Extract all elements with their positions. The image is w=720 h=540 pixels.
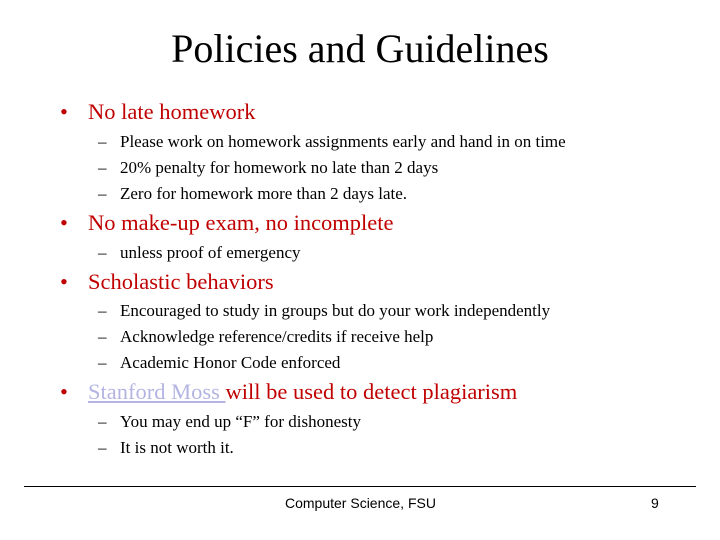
sub-text: unless proof of emergency [120, 243, 301, 262]
dash-icon: – [98, 158, 107, 177]
sub-item [98, 300, 551, 322]
dash-icon: – [98, 353, 107, 372]
bullet-text: Scholastic behaviors [88, 269, 274, 294]
sub-item [98, 411, 361, 433]
bullet-icon: • [60, 379, 68, 404]
sub-text: You may end up “F” for dishonesty [120, 412, 361, 431]
page-number: 9 [651, 495, 659, 511]
bullet-text: No make-up exam, no incomplete [88, 210, 394, 235]
dash-icon: – [98, 438, 107, 457]
sub-item [98, 326, 434, 348]
sub-item [98, 242, 301, 264]
bullet-item [60, 379, 518, 405]
dash-icon: – [98, 132, 107, 151]
bullet-icon: • [60, 269, 68, 294]
bullet-text: will be used to detect plagiarism [225, 379, 518, 404]
dash-icon: – [98, 184, 107, 203]
sub-text: Encouraged to study in groups but do your work independently [120, 301, 551, 320]
bullet-item [60, 99, 256, 125]
bullet-item [60, 210, 394, 236]
sub-item [98, 157, 439, 179]
footer-text: Computer Science, FSU [285, 495, 436, 511]
bullet-text: No late homework [88, 99, 256, 124]
sub-item [98, 352, 341, 374]
dash-icon: – [98, 412, 107, 431]
bullet-icon: • [60, 210, 68, 235]
bullet-icon: • [60, 99, 68, 124]
sub-text: Academic Honor Code enforced [120, 353, 341, 372]
dash-icon: – [98, 327, 107, 346]
bullet-item [60, 269, 274, 295]
sub-text: Please work on homework assignments early and hand in on time [120, 132, 566, 151]
sub-text: It is not worth it. [120, 438, 234, 457]
sub-item [98, 437, 234, 459]
sub-text: Zero for homework more than 2 days late. [120, 184, 408, 203]
footer-divider [24, 486, 696, 487]
sub-item [98, 131, 566, 153]
sub-text: 20% penalty for homework no late than 2 days [120, 158, 439, 177]
dash-icon: – [98, 243, 107, 262]
sub-item [98, 183, 408, 205]
sub-text: Acknowledge reference/credits if receive help [120, 327, 434, 346]
stanford-moss-link[interactable]: Stanford Moss [88, 379, 226, 404]
slide-title: Policies and Guidelines [171, 26, 549, 71]
dash-icon: – [98, 301, 107, 320]
